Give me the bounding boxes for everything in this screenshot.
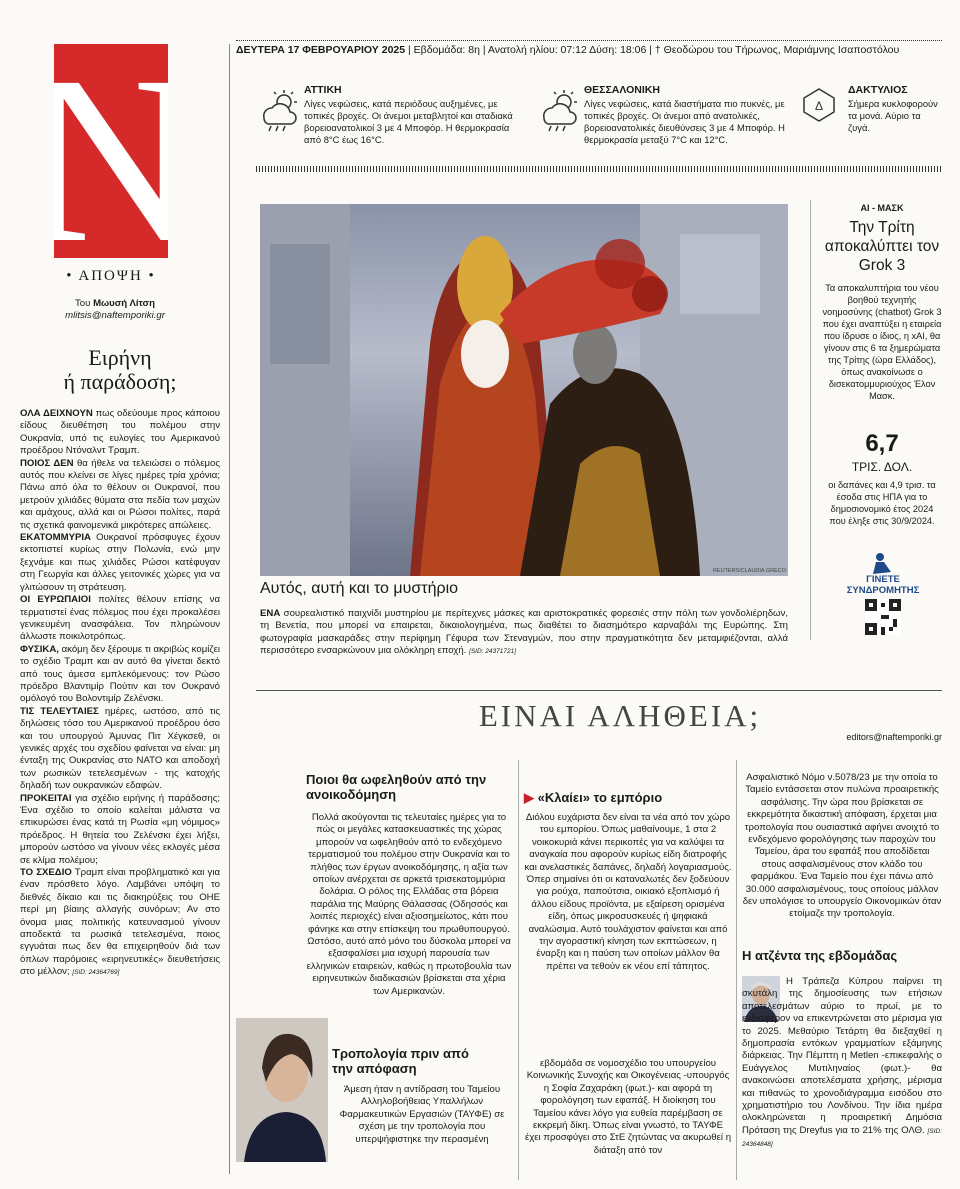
info-bar: ΔΕΥΤΕΡΑ 17 ΦΕΒΡΟΥΑΡΙΟΥ 2025 | Εβδομάδα: 8η | Ανατολή ηλίου: 07:12 Δύση: 18:06 | † Θεοδώρου του Τήρωνος, Μαριάμνης Ισαποστόλου — [236, 44, 900, 56]
photo-credit: REUTERS/CLAUDIA GRECO — [712, 568, 786, 574]
article-title: Τροπολογία πριν από την απόφαση — [332, 1046, 469, 1076]
sidebar-big-number: 6,7 — [865, 430, 899, 457]
weather-ring — [800, 84, 942, 156]
sun-times: Ανατολή ηλίου: 07:12 Δύση: 18:06 — [487, 44, 647, 56]
subscribe-box[interactable] — [830, 552, 936, 652]
section-email[interactable]: editors@naftemporiki.gr — [846, 732, 942, 742]
opinion-title: Ειρήνη ή παράδοση; — [63, 345, 177, 394]
photo-title: Αυτός, αυτή και το μυστήριο — [260, 580, 459, 597]
hatched-rule — [256, 166, 942, 172]
weather-text: Σήμερα κυκλοφορούν τα μονά. Αύριο τα ζυγά. — [848, 98, 938, 133]
saints-day: † Θεοδώρου του Τήρωνος, Μαριάμνης Ισαποστόλου — [654, 44, 900, 56]
opinion-body — [20, 408, 220, 1173]
cloud-sun-rain-icon — [256, 88, 302, 134]
agenda-title: Η ατζέντα της εβδομάδας — [742, 948, 898, 963]
opinion-paragraph: ΤΙΣ ΤΕΛΕΥΤΑΙΕΣ ημέρες, ωστόσο, από τις δηλώσεις τόσο του Αμερικανού προέδρου όσο και του υπουργού Άμυνας Πιτ Χέγκσεθ, οι γενικές αρχές του σχεδίου φαίνεται να είναι: μη ένταξη της Ουκρανίας στο ΝΑΤΟ και αποδοχή των ρωσικών τετελεσμένων - της κατοχής δηλαδή των ουκρανικών εδαφών. — [20, 705, 220, 792]
carnival-photo — [260, 204, 788, 576]
sidebar-number-text: οι δαπάνες και 4,9 τρισ. τα έσοδα στις ΗΠΑ για το δημοσιονομικό έτος 2024 που έληξε στις 30/9/2024. — [828, 480, 936, 526]
weather-thessaloniki — [536, 84, 796, 156]
opinion-paragraph: ΠΟΙΟΣ ΔΕΝ θα ήθελε να τελειώσει ο πόλεμος αυτός που κλείνει σε λίγες ημέρες τρία χρόνια; Πάνω από όλα το θέλουν οι Ουκρανοί, που μετρούν χιλιάδες θύματα στα πεδία των μαχών και αμάχους, αλλά και οι Ρώσοι πολίτες, παρά τις σχετικά φαινομενικά μικρότερες απώλειες. — [20, 457, 220, 531]
article-body: Διόλου ευχάριστα δεν είναι τα νέα από τον χώρο του εμπορίου. Όπως μαθαίνουμε, 1 στα 2 νοικοκυριά κάνει περικοπές για να καλύψει τα αναγκαία που αφορούν κυρίως είδη διατροφής και ανελαστικές δαπάνες, δηλαδή λογαριασμούς. Όπερ σημαίνει ότι οι καταναλωτές δεν ξοδεύουν για ρούχα, παπούτσια, οικιακό εξοπλισμό ή άλλου είδους προϊόντα, με εξαίρεση ορισμένα είδη, όπως μικροσυσκευές ή ψηφιακά αναλώσιμα. Αυτό τουλάχιστον φαίνεται και από την αγοραστική κίνηση των εκπτώσεων, η έναρξη και η παύση των οποίων μάλλον θα πρέπει να τεθούν εκ νέου επί τάπητος. — [524, 812, 732, 972]
subscriber-person-icon — [871, 552, 895, 574]
weather-attica — [256, 84, 516, 156]
opinion-paragraph: ΟΙ ΕΥΡΩΠΑΙΟΙ πολίτες θέλουν επίσης να τερματιστεί ένας πόλεμος που έχει προκαλέσει γενικευμένη ανασφάλεια. Τον πληρώνουν άλλωστε ποικιλοτρόπως. — [20, 594, 220, 643]
section-label-opinion: • ΑΠΟΨΗ • — [66, 268, 156, 284]
weather-title: ΑΤΤΙΚΗ — [304, 84, 342, 96]
article-body: Πολλά ακούγονται τις τελευταίες ημέρες για το πώς οι μεγάλες κατασκευαστικές της χώρας μπορούν να ωφεληθούν από το ενδεχόμενο τερματισμού του πολέμου στην Ουκρανία και το πλήθος των έργων ανοικοδόμησης, η αξία των οποίων ανέρχεται σε αρκετά τρισεκατομμύρια δολάρια. Ο ρόλος της Ελλάδας στα βόρεια παράλια της Μαύρης Θάλασσας (Οδησσός και λοιπές περιοχές) είναι αξιοσημείωτος, κάτι που φάνηκε και στην επίσκεψη του πρωθυπουργού. Ωστόσο, αυτό από μόνο του δύσκολα μπορεί να εξασφαλίσει μια ισχυρή παρουσία των ελληνικών εταιρειών, καθώς η πρωτοβουλία των ειρηνευτικών διαδικασιών βρίσκεται στα χέρια των Αμερικανών. — [306, 812, 512, 997]
portrait-photo — [236, 1018, 328, 1162]
opinion-paragraph: ΕΚΑΤΟΜΜΥΡΙΑ Ουκρανοί πρόσφυγες έχουν εκτοπιστεί κυρίως στην Πολωνία, ενώ μην ξεχνάμε και πως χιλιάδες Ρώσοι κατέφυγαν στη Γεωργία και άλλες γειτονικές χώρες για να γλιτώσουν τη στράτευση. — [20, 532, 220, 593]
weather-text: Λίγες νεφώσεις, κατά διαστήματα πιο πυκνές, με τοπικές βροχές. Οι άνεμοι από ανατολικές, βορειοανατολικές διευθύνσεις 3 με 4 Μποφόρ. Η θερμοκρασία μεταξύ 7°C και 12°C. — [584, 98, 785, 145]
sidebar-kicker: ΑΙ - ΜΑΣΚ — [860, 203, 904, 213]
author-email[interactable]: mlitsis@naftemporiki.gr — [65, 310, 165, 321]
section-title: ΕΙΝΑΙ ΑΛΗΘΕΙΑ; — [478, 698, 762, 733]
opinion-paragraph: ΟΛΑ ΔΕΙΧΝΟΥΝ πως οδεύουμε προς κάποιου είδους διευθέτηση του πολέμου στην Ουκρανία, υπό τις ευλογίες του Αμερικανού προέδρου Ντόναλντ Τραμπ. — [20, 408, 220, 457]
byline: Του Μωυσή Λίτση mlitsis@naftemporiki.gr — [65, 298, 165, 321]
opinion-paragraph: ΤΟ ΣΧΕΔΙΟ Τραμπ είναι προβληματικό και για έναν πρόσθετο λόγο. Λαμβάνει υπόψη το διεθνές δίκαιο και τις διακηρύξεις του ΟΗΕ περί μη βίαιης αλλαγής συνόρων; Αν στο όνομα μιας πολιτικής κατευνασμού γίνουν αποδεκτά τα ρωσικά τετελεσμένα, ποιος εγγυάται πως δεν θα επιχειρηθούν διά των όπλων παρόμοιες «ειρηνευτικές» διευθετήσεις στο μέλλον; [SID: 24364769] — [20, 867, 220, 978]
qr-code-icon[interactable] — [865, 599, 901, 635]
cloud-sun-rain-icon — [536, 88, 582, 134]
section-rule — [256, 690, 942, 691]
top-rule — [236, 40, 942, 41]
weather-title: ΔΑΚΤΥΛΙΟΣ — [848, 84, 908, 96]
sidebar-divider — [810, 200, 811, 640]
photo-caption: ΕΝΑ σουρεαλιστικό παιχνίδι μυστηρίου με περίτεχνες μάσκες και αριστοκρατικές φορεσιές στην πόλη των γονδολιέρηδων, τη Βενετία, που μπορεί να επαιρεται, δικαιολογημένα, πως διαθέτει το διασημότερο καρναβάλι της Ευρώπης. Στη φωτογραφία μασκαράδες στην περίφημη Γέφυρα των Στεναγμών, που στην πραγματικότητα δεν μεταμφιέζονται, αλλά περισσότερο ενσαρκώνουν μια ολόκληρη εποχή. [SID: 24371721] — [260, 608, 788, 657]
date: ΔΕΥΤΕΡΑ 17 ΦΕΒΡΟΥΑΡΙΟΥ 2025 — [236, 44, 406, 56]
agenda-body: Η Τράπεζα Κύπρου παίρνει τη σκυτάλη της δημοσίευσης των ετήσιων αποτελεσμάτων αύριο το πρωί, με το ενδιαφέρον να επικεντρώνεται στο μέρισμα για το 2025. Μεθαύριο Τετάρτη θα διεξαχθεί η δημοπρασία εντόκων γραμματίων εξάμηνης διάρκειας. Την Πέμπτη η Metlen -επικεφαλής ο Ευάγγελος Μυτιληναίος (φωτ.)- θα ανακοινώσει αποτελέσματα χρήσης, μέρισμα και πιθανώς το χρονοδιάγραμμα εισόδου στο χρηματιστήριο του Λονδίνου. Την ίδια ημέρα ολοκληρώνεται η προαιρετική Δημόσια Πρόταση της Dreyfus για το 21% της ΟΛΘ. [SID: 24364848] — [742, 976, 942, 1149]
delta-icon — [800, 86, 838, 124]
column-divider — [229, 44, 230, 1174]
sidebar-title: Την Τρίτη αποκαλύπτει τον Grok 3 — [824, 219, 940, 274]
week: Εβδομάδα: 8η — [413, 44, 480, 56]
column-divider — [736, 760, 737, 1180]
article-body: Άμεση ήταν η αντίδραση του Ταμείου Αλληλοβοήθειας Υπαλλήλων Φαρμακευτικών Εργασιών (ΤΑΥΦΕ) σε σχέση με την τροπολογία που υπερψήφιστηκε την περασμένη — [339, 1084, 505, 1145]
article-title: Ποιοι θα ωφεληθούν από την ανοικοδόμηση — [306, 772, 487, 802]
svg-text:N: N — [54, 44, 168, 258]
article-body-continued: εβδομάδα σε νομοσχέδιο του υπουργείου Κοινωνικής Συνοχής και Οικογένειας -υπουργός η Σοφία Ζαχαράκη (φωτ.)- και αφορά τη φορολόγηση των εφαπάξ. Η διοίκηση του Ταμείου κάνει λόγο για ευθεία παρέμβαση σε εκκρεμή δίκη. Όπως είναι γνωστό, το ΤΑΥΦΕ έχει προσφύγει στο ΣτΕ ζητώντας να ακυρωθεί η διάταξη από τον — [524, 1058, 732, 1156]
column-divider — [518, 760, 519, 1180]
logo — [54, 44, 168, 258]
author-name: Μωυσή Λίτση — [93, 298, 155, 309]
sidebar-unit: ΤΡΙΣ. ΔΟΛ. — [851, 460, 913, 474]
svg-text:Δ: Δ — [814, 99, 824, 113]
weather-title: ΘΕΣΣΑΛΟΝΙΚΗ — [584, 84, 660, 96]
opinion-paragraph: ΦΥΣΙΚΑ, ακόμη δεν ξέρουμε τι ακριβώς κομίζει το σχέδιο Τραμπ και αν αυτό θα γίνεται δεκτό από τους άμεσα εμπλεκόμενους: τον Ρώσο πρόεδρο Βλαντιμίρ Πούτιν και τον Ουκρανό ομόλογό του Βολοντιμίρ Ζελένσκι. — [20, 643, 220, 705]
opinion-paragraph: ΠΡΟΚΕΙΤΑΙ για σχέδιο ειρήνης ή παράδοσης; Ένα σχέδιο το οποίο καλείται μάλιστα να επικυρώσει ένας κατά τη Ρωσία «μη νόμιμος» πρόεδρος. Η θητεία του Ζελένσκι έχει λήξει, μπορούν ωστόσο να γίνουν νέες εκλογές μέσα σε κλίμα πολέμου; — [20, 792, 220, 866]
article-body: Ασφαλιστικό Νόμο ν.5078/23 με την οποία το Ταμείο εντάσσεται στον πυλώνα προαιρετικής ασφάλισης. Την ώρα που βρίσκεται σε εκκρεμότητα δικαστική απόφαση, έρχεται μια τροπολογία που ουσιαστικά αφήνει ανοιχτό το ενδεχόμενο φορολόγησης των παροχών του Ταμείου, άρα του εφαπάξ που αποδίδεται στους ασφαλισμένους στον κλάδο του φαρμάκου. Ένα Ταμείο που έχει πάνω από 30.000 ασφαλισμένους, τους οποίους μάλλον δεν υπολόγισε το υπουργείο Οικονομικών όταν ετοίμαζε την τροπολογία. — [742, 772, 942, 920]
sidebar-text: Τα αποκαλυπτήρια του νέου βοηθού τεχνητής νοημοσύνης (chatbot) Grok 3 που έχει αναπτύξει η εταιρεία που ίδρυσε ο ίδιος, η xAI, θα γίνουν στις 6 τα ξημερώματα της Τρίτης (ώρα Ελλάδος), όπως ανακοίνωσε ο δισεκατομμυριούχος Έλον Μασκ. — [822, 283, 942, 401]
logo-n-glyph — [54, 44, 168, 258]
subscribe-label[interactable]: ΓΙΝΕΤΕ ΣΥΝΔΡΟΜΗΤΗΣ — [846, 574, 920, 596]
red-arrow-icon: ▶ — [524, 790, 534, 805]
weather-text: Λίγες νεφώσεις, κατά περιόδους αυξημένες, με τοπικές βροχές. Οι άνεμοι μεταβλητοί και σταδιακά βορειοανατολικοί 3 με 4 Μποφόρ. Η θερμοκρασία από 8°C έως 16°C. — [304, 98, 513, 145]
article-title: ▶ «Κλαίει» το εμπόριο — [524, 790, 663, 805]
